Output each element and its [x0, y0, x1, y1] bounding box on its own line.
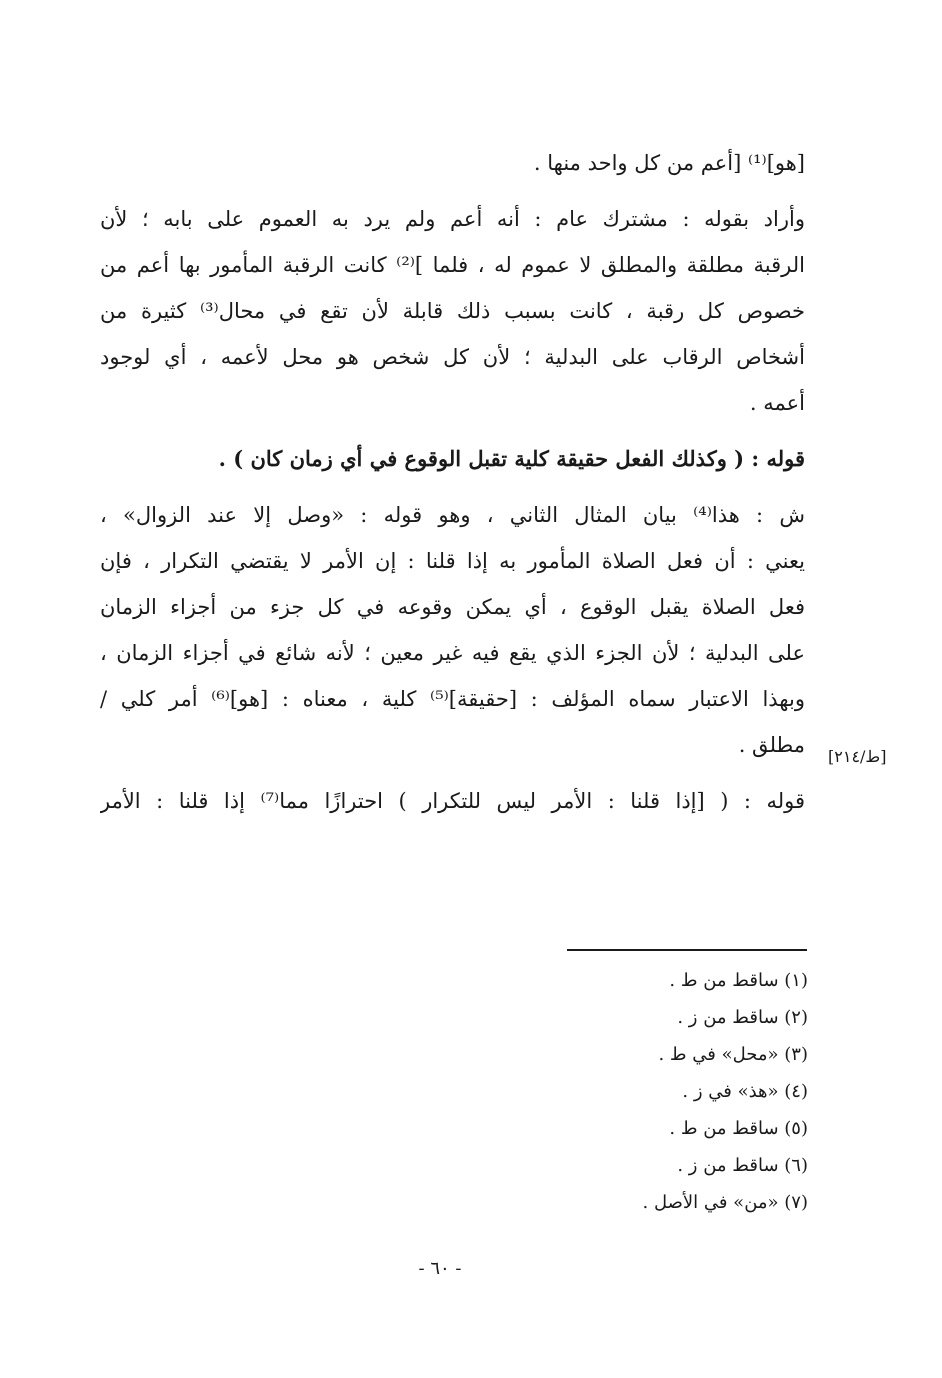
text-line: أعمه .: [749, 391, 805, 415]
quoted-heading: قوله : ( وكذلك الفعل حقيقة كلية تقبل الوقوع في أي زمان كان ) .: [218, 446, 805, 471]
footnote: (٢) ساقط من ز .: [677, 1007, 808, 1028]
footnote: (٥) ساقط من ط .: [669, 1118, 808, 1139]
footnote: (٤) «هذ» في ز .: [682, 1081, 808, 1102]
text-line: [هو]⁽¹⁾ [أعم من كل واحد منها .: [533, 151, 805, 175]
text-line: يعني : أن فعل الصلاة المأمور به إذا قلنا : إن الأمر لا يقتضي التكرار ، فإن: [100, 549, 805, 573]
text-line: مطلق .: [738, 733, 805, 757]
footnote: (١) ساقط من ط .: [669, 970, 808, 991]
quoted-heading: قوله : ( [إذا قلنا : الأمر ليس للتكرار ) احترازًا مما⁽⁷⁾ إذا قلنا : الأمر: [100, 789, 805, 813]
footnotes: [450, 962, 808, 1221]
footnote: (٣) «محل» في ط .: [658, 1044, 808, 1065]
text-line: ش : هذا⁽⁴⁾ بيان المثال الثاني ، وهو قوله : «وصل إلا عند الزوال» ،: [100, 503, 805, 527]
text-line: خصوص كل رقبة ، كانت بسبب ذلك قابلة لأن تقع في محال⁽³⁾ كثيرة من: [100, 299, 805, 323]
text-line: وأراد بقوله : مشترك عام : أنه أعم ولم يرد به العموم على بابه ؛ لأن: [100, 207, 805, 231]
manuscript-page-marker: [ط/٢١٤]: [828, 747, 887, 766]
text-line: على البدلية ؛ لأن الجزء الذي يقع فيه غير معين ؛ لأنه شائع في أجزاء الزمان ،: [100, 641, 805, 665]
text-line: الرقبة مطلقة والمطلق لا عموم له ، فلما ]⁽²⁾ كانت الرقبة المأمور بها أعم من: [100, 253, 805, 277]
footnote: (٧) «من» في الأصل .: [642, 1192, 808, 1213]
text-line: فعل الصلاة يقبل الوقوع ، أي يمكن وقوعه في كل جزء من أجزاء الزمان: [100, 595, 805, 619]
footnote: (٦) ساقط من ز .: [677, 1155, 808, 1176]
footnote-divider: [567, 949, 807, 951]
text-line: وبهذا الاعتبار سماه المؤلف : [حقيقة]⁽⁵⁾ كلية ، معناه : [هو]⁽⁶⁾ أمر كلي /: [100, 687, 805, 711]
page-number: - ٦٠ -: [418, 1258, 462, 1279]
text-line: أشخاص الرقاب على البدلية ؛ لأن كل شخص هو محل لأعمه ، أي لوجود: [100, 345, 805, 369]
main-text: [100, 140, 805, 824]
